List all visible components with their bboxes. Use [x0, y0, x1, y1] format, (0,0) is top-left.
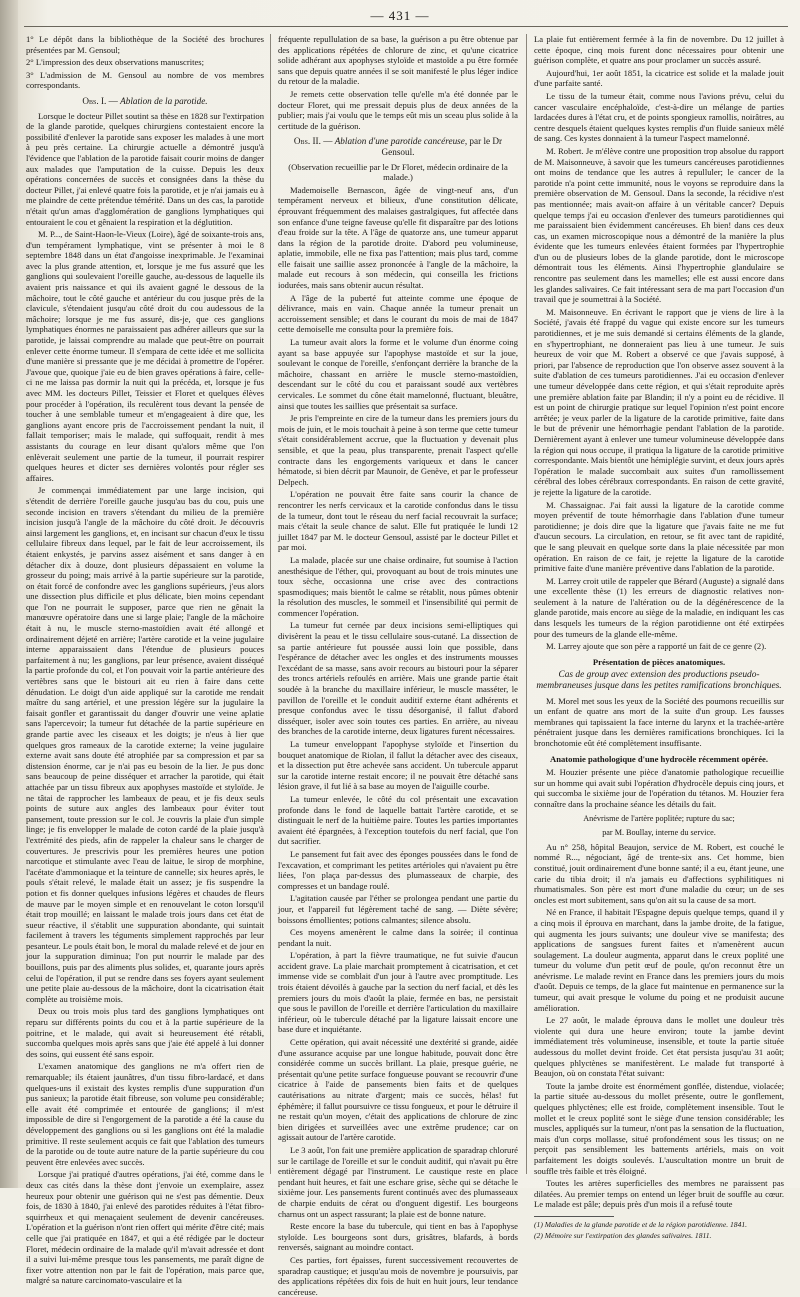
paragraph: A l'âge de la puberté fut atteinte comme une époque de délivrance, mais en vain. Chaque année la tumeur prenait un accroissement sensible; et dans le courant du mois de mai de 1847 cette demoiselle me consulta pour la première fois.	[278, 292, 518, 335]
paragraph: L'opération ne pouvait être faite sans courir la chance de rencontrer les nerfs cervicaux et la carotide confondus dans le tissu de la tumeur, dont tout le réseau du nerf facial recouvrait la surface; mais c'était la seule chance de salut. Elle fut pratiquée le lundi 12 juillet 1847 par M. le docteur Gensoul, assisté par le docteur Pillet et par moi.	[278, 489, 518, 553]
footnote: (2) Mémoire sur l'extirpation des glandes salivaires. 1811.	[534, 1231, 712, 1241]
header-rule	[24, 26, 788, 27]
paragraph: La tumeur avait alors la forme et le volume d'un énorme coing ayant sa base appuyée sur l'apophyse mastoïde et sur la joue, soulevant le conque de l'oreille, s'enfonçant derrière la branche de la mâchoire, chassant en arrière le muscle sterno-mastoïdien, descendant sur le côté du cou et paraissant soudé aux vertèbres cervicales. Le sommet du cône était mamelonné, fluctuant, bleuâtre, ainsi que toutes les saillies que présentait sa surface.	[278, 337, 518, 411]
paragraph: Le pansement fut fait avec des éponges poussées dans le fond de l'excavation, et comprimant les petites artérioles qui n'avaient pu être liées, l'on plaça par-dessus des plumasseaux de charpie, des compresses et un bandage roulé.	[278, 848, 518, 891]
observation-title: Ablation de la parotide.	[120, 95, 208, 106]
paragraph: Mademoiselle Bernascon, âgée de vingt-neuf ans, d'un tempérament nerveux et bilieux, d'une constitution délicate, éprouvant fréquemment des malaises gastralgiques, fut affectée dans son enfance d'une teigne faveuse qu'elle fit disparaître par des lotions d'eau froide sur la tête. A l'âge de quatorze ans, une tumeur apparut dans la région de la parotide droite. D'abord peu volumineuse, aplatie, immobile, elle ne fixa pas l'attention; mais plus tard, comme elle faisait une saillie assez prononcée à l'angle de la mâchoire, la malade eut recours à son médecin, qui conseilla les frictions iodurées, mais sans obtenir aucun résultat.	[278, 184, 518, 291]
paragraph: M. P..., de Saint-Haon-le-Vieux (Loire), âgé de soixante-trois ans, d'un tempérament lymphatique, vint se présenter à moi le 8 septembre 1848 dans un état d'angoisse inexprimable. Je l'examinai avec la plus grande attention, et, lorsque je me fus assuré que les ganglions qui soulevaient l'oreille gauche, au-dessous de laquelle ils avaient pris naissance et qui ils avaient gagné le dessous de la mâchoire, tout le côté gauche et antérieur du cou jusque près de la clavicule, s'étendaient jusqu'au côté droit du cou audessous de la mâchoire; lorsque je me fus assuré, dis-je, que ces ganglions lymphatiques énormes ne paraissaient pas adhérer ailleurs que sur la parotide, je laissai comprendre au malade que peut-être on pourrait enlever cette énorme tumeur. Il s'empara de cette idée et me sollicita d'une manière si pressante que je me décidai à promettre de l'opérer. J'avoue que, quoique j'aie eu de bien graves opérations à faire, celle-ci ne me laissa pas dormir la nuit qui la précéda, et, lorsque je fus avec MM. les docteurs Pillet, Teissier et Floret et quelques élèves pour procéder à l'opération, ils reculèrent tous devant la pensée de toucher à une semblable tumeur et m'engageaient à dire que, les ganglions ayant encore pris de l'accroissement pendant la nuit, il fallait temporiser; mais le malade, qui suffoquait, rendit à mes assistants du courage en leur disant qu'alors même que l'on enlèverait seulement une partie de la tumeur, il pourrait respirer quelques heures et dicter ses dernières volontés pour régler ses affaires.	[26, 229, 264, 483]
paragraph: Cette opération, qui avait nécessité une dextérité si grande, aidée d'une assurance acquise par une longue habitude, pouvait donc être considérée comme un succès brillant. La plaie, presque guérie, ne présentait qu'une petite surface fongueuse pouvant se recouvrir d'une cicatrice à l'aide de pansements bien faits et de quelques cautérisations au nitrate d'argent; mais ce succès, hélas! fut éphémère; il fallut poursuivre ce tissu fongueux, et pour le détruire il ne restait qu'un moyen, c'était des applications de chlorure de zinc bien dirigées et surveillées avec une extrême prudence; car on agissait autour de l'artère carotide.	[278, 1037, 518, 1143]
section-heading: Présentation de pièces anatomiques.	[592, 656, 726, 667]
column-1	[26, 34, 264, 1286]
paragraph: Je pris l'empreinte en cire de la tumeur dans les premiers jours du mois de juin, et le mois touchait à peine à son terme que cette tumeur s'était considérablement accrue, que la fluctuation y devenait plus sensible, et que la peau, plus transparente, prenait l'aspect qu'elle contracte dans les engorgements variqueux et dans le cancer hématode, si bien décrit par Maunoir, de Genève, et par le professeur Delpech.	[278, 413, 518, 487]
paragraph: M. Morel met sous les yeux de la Société des poumons recueillis sur un enfant de quatre ans mort de la suite d'un group. Les fausses membranes qui tapissaient la face interne du larynx et la trachée-artère pénétraient jusque dans les dernières ramifications bronchiques. Ici la bronchotomie eût été complètement insuffisante.	[534, 695, 784, 748]
paragraph: Toutes les artères superficielles des membres ne paraissent pas dilatées. Au premier temps on entend un léger bruit de souffle au cœur. Le malade est pâle; depuis près d'un mois il a refusé toute	[534, 1178, 784, 1210]
paragraph: Au n° 258, hôpital Beaujon, service de M. Robert, est couché le nommé R..., négociant, âgé de trente-six ans. Cet homme, bien constitué, jouit ordinairement d'une bonne santé; il a eu, étant jeune, une carie du tibia droit; il n'a jamais eu d'affections syphilitiques ni rhumatismales. Son père est mort d'une maladie du cœur; un de ses oncles est mort subitement, sans qu'on ait su la cause de sa mort.	[534, 841, 784, 905]
paragraph: M. Chassaignac. J'ai fait aussi la ligature de la carotide comme moyen préventif de toute hémorrhagie dans l'ablation d'une tumeur parotidienne; je dois dire que la ligature que j'avais faite ne me fut d'aucun secours. La circulation, en retour, se fit avec tant de rapidité, que le sang pleuvait en quelque sorte dans la plaie nécessitée par mon opération. En raison de ce fait, je rejette la ligature de la carotide primitive faite d'une manière préventive dans l'ablation de la parotide.	[534, 499, 784, 574]
case-heading: Cas de group avec extension des productions pseudo-membraneuses jusque dans les petites ramifications bronchiques.	[536, 670, 782, 692]
intro-item: 2° L'impression des deux observations manuscrites;	[26, 57, 205, 68]
intro-item: 3° L'admission de M. Gensoul au nombre de vos membres correspondants.	[26, 69, 264, 91]
footnote-rule	[534, 1216, 614, 1217]
paragraph: Lorsque le docteur Pillet soutint sa thèse en 1828 sur l'extirpation de la glande parotide, quelques chirurgiens contestaient encore la possibilité d'enlever la parotide sans exposer les malades à une mort à peu près certaine. La chirurgie actuelle a démontré jusqu'à l'évidence que l'ablation de la parotide faisait courir moins de danger aux malades que l'amputation de la cuisse. Depuis les deux opérations concernées de succès et consignées dans la thèse du docteur Pillet, j'ai enlevé quatre fois la parotide, et je n'ai jamais eu à me plaindre de cette prétendue témérité. Dans un des cas, la parotide n'était qu'un amas d'agglomération de ganglions lymphatiques qui entouraient le cou et gênaient la respiration et la déglutition.	[26, 110, 264, 227]
paragraph: M. Larrey croit utile de rappeler que Bérard (Auguste) a signalé dans une excellente thèse (1) les erreurs de diagnostic relatives non-seulement à la nature de l'altération ou de la dégénérescence de la glande parotide, mais encore au siège de la maladie, en indiquant les cas dans lesquels les tumeurs de la région parotidienne ont été extirpées pour des tumeurs de la glande elle-même.	[534, 575, 784, 639]
observation-author: par le Dr Gensoul.	[381, 136, 503, 157]
paragraph: Aujourd'hui, 1er août 1851, la cicatrice est solide et la malade jouit d'une parfaite santé.	[534, 67, 784, 89]
paragraph: La tumeur enlevée, le côté du col présentait une excavation profonde dans le fond de laquelle battait l'artère carotide, et se distinguait le nerf de la huitième paire. Toutes les parties importantes avaient été épargnées, à l'exception toutefois du nerf facial, que l'on dut sacrifier.	[278, 793, 518, 847]
paragraph: Je remets cette observation telle qu'elle m'a été donnée par le docteur Floret, qui me pressait depuis plus de deux années de la publier; mais j'ai voulu que le temps eût mis un sceau plus solide à la certitude de la guérison.	[278, 88, 518, 131]
paragraph: La malade, placée sur une chaise ordinaire, fut soumise à l'action anesthésique de l'éther, qui, provoquant au bout de trois minutes une toux sèche, occasionna une crise avec des contractions spasmodiques; mais bientôt le calme se rétablit, nous pûmes obtenir la résolution des muscles, le sommeil et l'insensibilité qui permit de commencer l'opération.	[278, 554, 518, 618]
paragraph: L'opération, à part la fièvre traumatique, ne fut suivie d'aucun accident grave. La plaie marchait promptement à cicatrisation, et cet immense vide se comblait d'un jour à l'autre avec promptitude. Les trois étaient dévoilés à gauche par la section du nerf facial, et dès les premiers jours du mois d'août la plaie, fermée en bas, ne persistait que sous le pavillon de l'oreille et derrière l'articulation du maxillaire inférieur, où le tubercule détaché par la ligature laissait encore une base dure et inquiétante.	[278, 950, 518, 1035]
paragraph: Ces parties, fort épaisses, furent successivement recouvertes de sparadrap caustique; et jusqu'au mois de novembre je poursuivis, par des applications répétées dix fois de huit en huit jours, leur tendance cancéreuse.	[278, 1254, 518, 1297]
column-divider	[270, 34, 271, 1174]
paragraph: M. Robert. Je m'élève contre une proposition trop absolue du rapport de M. Maisonneuve, à savoir que les tumeurs cancéreuses parotidiennes ont moins de tendance que les autres à repulluler; le cancer de la parotide n'a point cette immunité, nous le voyons se reproduire dans la première observation de M. Gensoul. Dans la seconde, la récidive n'est pas mentionnée; mais avait-on affaire à un véritable cancer? Depuis quelque temps j'ai eu occasion d'enlever des tumeurs parotidiennes qui me paraissaient bien évidemment cancéreuses. Eh bien! dans ces deux cas, un examen microscopique nous a démontré de la manière la plus évidente que les tumeurs enlevées étaient formées par l'hypertrophie d'un ou de plusieurs lobes de la glande parotide, dont le microscope démontrait tous les éléments. Ainsi l'hypertrophie glandulaire se rencontre pas seulement dans les mamelles; elle est aussi encore dans les glandes salivaires. Ce fait intéressant sera de ma part l'occasion d'un travail que je soumettrai à la Société.	[534, 145, 784, 305]
paragraph: M. Maisonneuve. En écrivant le rapport que je viens de lire à la Société, j'avais été frappé du vague qui existe encore sur les tumeurs parotidiennes, et je me suis demandé si certains éléments de la glande, en s'hypertrophiant, ne donneraient pas lieu à une tumeur. Je suis heureux de voir que M. Robert a observé ce que j'avais supposé, à priori, par l'absence de reproduction que l'on observe assez souvent à la suite d'ablation de ces tumeurs parotidiennes. J'ai eu occasion d'enlever une tumeur développée dans cette région, et qui s'était reproduite après une première ablation faite par Blandin; il n'y a point eu de récidive. Il est un point de chirurgie pratique sur lequel l'opinion n'est point encore arrêtée; je veux parler de la ligature de la carotide primitive, faite dans le but de prévenir une hémorrhagie pendant l'ablation de la parotide. Dernièrement ayant à enlever une tumeur volumineuse développée dans la région qui nous occupe, il pratiqua la ligature de la carotide primitive correspondante. Mais bientôt une hémiplégie survint, et deux jours après l'opération le malade succombait aux suites d'un ramollissement cérébral des lobes cérébraux correspondants. En raison de cette gravité, je rejette la ligature de la carotide.	[534, 306, 784, 497]
paragraph: fréquente repullulation de sa base, la guérison a pu être obtenue par des applications répétées de chlorure de zinc, et qu'une cicatrice solide adhérant aux apophyses styloïde et mastoïde a pu être formée sans que depuis quatre années il se soit manifesté le plus léger indice du retour de la maladie.	[278, 34, 518, 87]
paragraph: Né en France, il habitait l'Espagne depuis quelque temps, quand il y a cinq mois il éprouva en marchant, dans la jambe droite, de la fatigue, qui augmenta les jours suivants; une douleur vive se manifesta; des applications de sangsues furent faites et n'amenèrent aucun soulagement. La douleur augmenta, apparut dans le creux poplité une tumeur du volume d'un petit œuf de poule, qu'on reconnut être un anévrisme. Le malade revint en France dans les premiers jours du mois d'août. Depuis ce temps, de la glace fut maintenue en permanence sur la tumeur, qui avait presque le volume du poing et ne produisit aucune amélioration.	[534, 907, 784, 1013]
case-heading: Anévrisme de l'artère poplitée; rupture du sac;	[583, 813, 735, 823]
column-divider	[526, 34, 527, 1174]
paragraph: La tumeur enveloppant l'apophyse styloïde et l'insertion du bouquet anatomique de Riolan, il fallut la détacher avec des ciseaux, et la dissection put être achevée sans accident. Un tubercule apparut sur la carotide interne restait encore; il ne pouvait être détaché sans lésion grave, il fut lié à sa base au moyen de l'aiguille courbe.	[278, 739, 518, 792]
column-2	[278, 34, 518, 1297]
paragraph: Toute la jambe droite est énormément gonflée, distendue, violacée; la partie située au-dessous du mollet présente, outre le gonflement, quelques phlyctènes; elle est froide, complètement insensible. Tout le mollet et le creux poplité sont le siège d'une tension considérable; les muscles, appliqués sur la tumeur, n'ont pas la sensation de la fluctuation, mais d'un corps mollasse, situé profondément sous les tissus; on ne perçoit pas sensiblement les battements artériels, mais on voit parfaitement les doigts soulevés. L'auscultation montre un bruit de souffle très faible et très éloigné.	[534, 1080, 784, 1176]
observation-note: (Observation recueillie par le Dr Floret, médecin ordinaire de la malade.)	[288, 161, 508, 183]
observation-2-heading	[278, 136, 518, 157]
paragraph: M. Houzier présente une pièce d'anatomie pathologique recueillie sur un homme qui avait subi l'opération d'hydrocèle depuis cinq jours, et qui succomba le sixième jour de l'opération du tétanos. M. Houzier fera connaître dans la prochaine séance les détails du fait.	[534, 767, 784, 809]
footnote: (1) Maladies de la glande parotide et de la région parotidienne. 1841.	[534, 1219, 748, 1229]
paragraph: L'agitation causée par l'éther se prolongea pendant une partie du jour, et l'appareil fut légèrement taché de sang. — Diète sévère; boissons émollientes; potions calmantes; silence absolu.	[278, 893, 518, 925]
paragraph: Ces moyens amenèrent le calme dans la soirée; il continua pendant la nuit.	[278, 927, 518, 948]
paragraph: La tumeur fut cernée par deux incisions semi-elliptiques qui divisèrent la peau et le tissu cellulaire sous-cutané. La dissection de sa partie antérieure fut poussée aussi loin que possible, dans l'espérance de détacher avec les ongles et des instruments mousses l'excédant de sa masse, sans avoir recours au bistouri pour la séparer des troncs artériels refoulés en arrière. Mais une grande partie était soudée à la branche du maxillaire inférieur, le muscle masséter, le pavillon de l'oreille et le conduit auditif externe étant adhérents et presque confondus avec le tissu désorganisé, il fallut d'abord disséquer, isoler avec soin toutes ces parties. En arrière, au niveau des branches de la carotide interne, deux ligatures furent nécessaires.	[278, 620, 518, 737]
section-heading: Anatomie pathologique d'une hydrocèle récemment opérée.	[550, 753, 768, 764]
column-3	[534, 34, 784, 1241]
observation-number: Obs. I. —	[82, 95, 118, 106]
observation-title: Ablation d'une parotide cancéreuse,	[334, 136, 468, 147]
paragraph: Le 3 août, l'on fait une première application de sparadrap chloruré sur le cartilage de l'oreille et sur le conduit auditif, qui n'avait pu être entièrement dégagé par l'instrument. Le caustique reste en place pendant huit heures, et fait une eschare grise, sèche qui se détache le sixième jour. Les pansements furent continués avec des plumasseaux de charpie enduits de cérat ou d'onguent digestif. Les bourgeons charnus ont un aspect rassurant; la plaie est de bonne nature.	[278, 1144, 518, 1219]
observation-number: Obs. II. —	[293, 136, 333, 147]
paragraph: Lorsque j'ai pratiqué d'autres opérations, j'ai été, comme dans le deux cas cités dans la thèse dont j'envoie un exemplaire, assez heureux pour obtenir une guérison qui ne s'est pas démentie. Deux fois, de 1830 à 1840, j'ai enlevé des parotides réduites à l'état fibro-squirrheux et qui menaçaient seulement de devenir cancéreuses. L'opération et la guérison n'ont rien offert qui mérite d'être cité; mais celle que j'ai pratiquée en 1847, et qui a été rédigée par le docteur Floret, médecin ordinaire de la malade qu'il m'avait adressée et dont il a suivi lui-même presque tous les pansements, me paraît digne de fixer votre attention non par le fait de l'opération, mais parce que, malgré sa nature carcinomato-vasculaire et la	[26, 1169, 264, 1286]
intro-item: 1° Le dépôt dans la bibliothèque de la Société des brochures présentées par M. Gensoul;	[26, 34, 264, 55]
paragraph: La plaie fut entièrement fermée à la fin de novembre. Du 12 juillet à cette époque, cinq mois furent donc nécessaires pour obtenir une guérison complète, et quatre ans pour proclamer un succès assuré.	[534, 34, 784, 66]
paragraph: M. Larrey ajoute que son père a rapporté un fait de ce genre (2).	[546, 641, 767, 652]
paragraph: Reste encore la base du tubercule, qui tient en bas à l'apophyse styloïde. Les bourgeons sont durs, grisâtres, blafards, à bords renversés, saignant au moindre contact.	[278, 1221, 518, 1253]
page-number: — 431 —	[370, 8, 430, 23]
paragraph: L'examen anatomique des ganglions ne m'a offert rien de remarquable; ils étaient jaunâtres, d'un tissu fibro-lardacé, et dans quelques-uns il existait des kystes remplis d'une suppuration d'un pus sanieux; la parotide était fibreuse, son volume peu considérable; elle avait été comprimée et entourée de ganglions; il m'est impossible de dire si l'engorgement de la parotide a été la cause du développement des ganglions ou si les ganglions ont été la maladie primitive. Il reste seulement acquis ce fait que l'ablation des tumeurs de la parotide ou de toute autre nature de la partie supérieure du cou peuvent être enlevées avec succès.	[26, 1061, 264, 1167]
paragraph: Le tissu de la tumeur était, comme nous l'avions prévu, celui du cancer vasculaire encéphaloïde, c'est-à-dire un mélange de parties lardacées dures à l'état cru, et de points spongieux ramollis, noirâtres, au centre desquels étaient quelques kystes remplis d'un fluide sanieux mêlé de sang. Ces kystes donnaient à la tumeur l'aspect mamelonné.	[534, 90, 784, 144]
case-byline: par M. Boullay, interne du service.	[602, 828, 716, 838]
book-gutter	[0, 0, 18, 1188]
paragraph: Deux ou trois mois plus tard des ganglions lymphatiques ont reparu sur différents points du cou et à la partie supérieure de la poitrine, et le malade, qui avait si heureusement été rétabli, succomba quelques mois après sans que j'aie été appelé à lui donner des soins, qui eussent été sans espoir.	[26, 1006, 264, 1059]
observation-1-heading	[26, 96, 264, 107]
paragraph: Le 27 août, le malade éprouva dans le mollet une douleur très violente qui dura une heure environ; toute la jambe devint immédiatement très volumineuse, insensible, et toute la partie située audessous du mollet devint froide. Cet état persista jusqu'au 31 août; quelques phlyctènes se manifestèrent. Le malade fut transporté à Beaujon, où on constata l'état suivant:	[534, 1015, 784, 1079]
paragraph: Je commençai immédiatement par une large incision, qui s'étendit de derrière l'oreille gauche jusqu'au bas du cou, puis une seconde incision en travers s'étendant du milieu de la première incision jusqu'à l'angle de la mâchoire du côté droit. Je découvris ainsi largement les ganglions, et, en incisant sur chacun d'eux le tissu cellulaire fibreux dans lequel, par le fait de leur accroissement, ils étaient enkystés, je parvins assez aisément et sans danger à en détacher dix à douze, dont plusieurs dépassaient en volume la grosseur du poing; mais arrivé à la partie supérieure sur la parotide, on était forcé de confondre avec les ganglions supérieurs, j'eus alors une dissection plus difficile et plus délicate, bien moins cependant que l'on ne pourrait le supposer, parce que rien ne gênait la manœuvre opératoire dans une si large plaie; l'angle de la mâchoire était à nu, le muscle sterno-mastoïdien avait été allongé et ordinairement déjeté en arrière; l'artère carotide et la veine jugulaire interne apparaissaient dans l'étendue de plusieurs pouces parfaitement à nu; les ganglions, par leur présence, avaient disséqué la partie profonde du col, et l'on pouvait voir la partie antérieure des vertèbres sans que le bistouri ait eu rien à faire dans cette dénudation. Le doigt d'un aide appliqué sur la carotide me rendait maître du sang artériel, et une pression légère sur la jugulaire la faisait gonfler et garantissait du danger d'ouvrir une veine aplatie sans l'apercevoir; la tumeur fut détachée de la partie supérieure en grande partie avec les ciseaux et les doigts; je n'eus à lier que quelques gros rameaux de la carotide externe; la veine jugulaire externe avait sans doute été atrophiée par sa compression et par sa distension énorme, car je n'ai pas eu besoin de la lier. Je pus donc sans beaucoup de peine disséquer et arracher la parotide, qui était attachée par un tissu fibreux aux apophyses mastoïde et styloïde. Je ne tâtai de rapprocher les lambeaux de peau, et je fis deux seuls points de suture aux angles des lambeaux pour éviter tout pansement, toute pression sur le col. Je couvris la plaie d'un simple linge; je fis envelopper le malade de coton cardé de la plaie jusqu'à l'extrémité des pieds, afin de rappeler la chaleur sans le charger de couvertures. Je prescrivis pour les premières heures une potion narcotique et stimulante avec l'eau de laitue, le sirop de morphine, l'acétate d'ammoniaque et la teinture de cannelle; six heures après, le pouls s'était relevé, le malade était un assez; je fis suspendre la potion et fis donner quelques infusions légères et chaudes de fleurs de mauve par le moyen simple et en renouvelant le coton lorsqu'il était trop mouillé; en laissant le malade trois jours dans cet état de sueur réactive, il s'établit une suppuration abondante, qui suintait facilement à travers les téguments simplement rapprochés par leur pesanteur. Le pouls était bon, le moral du malade relevé et de jour en jour la suppuration diminua; l'on put nourrir le malade par des bouillons, puis par des aliments plus solides, et, quarante jours après celui de l'opération, il put se rendre dans ses foyers ayant seulement une petite plaie au-dessous de la mâchoire, dont la cicatrisation était complète au troisième mois.	[26, 485, 264, 1004]
